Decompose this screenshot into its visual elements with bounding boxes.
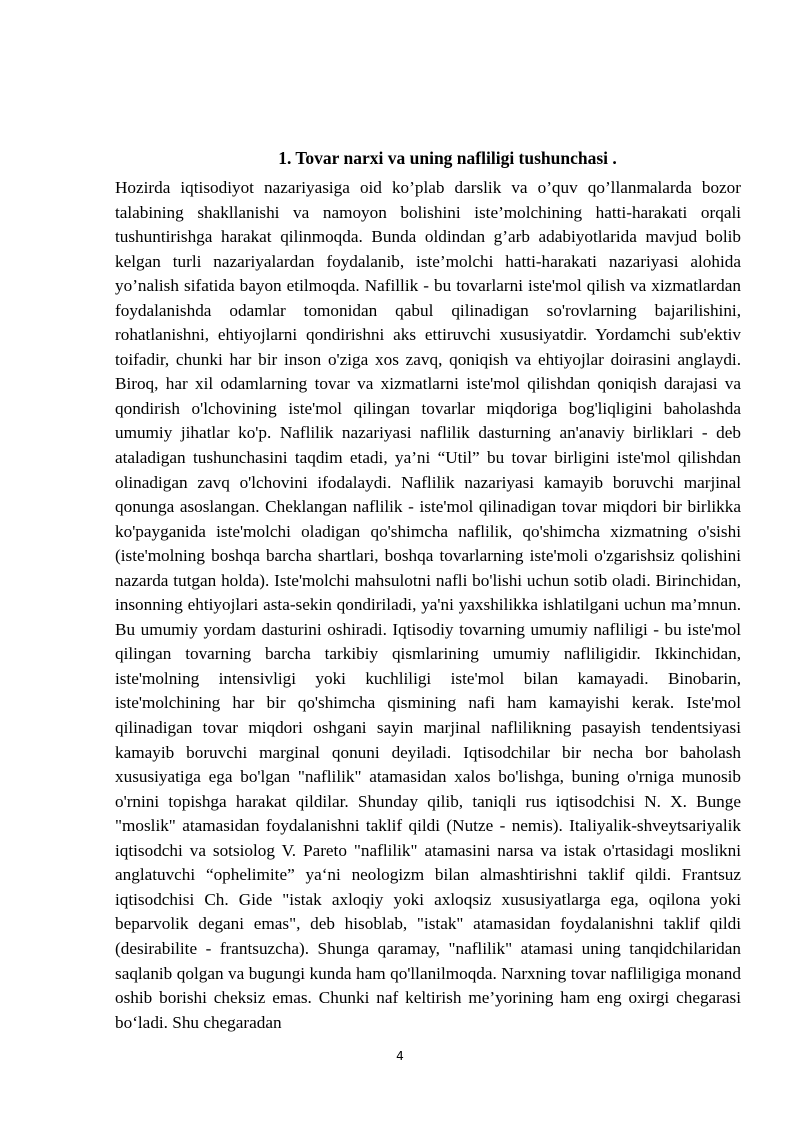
body-paragraph: Hozirda iqtisodiyot nazariyasiga oid ko’plab darslik va o’quv qo’llanmalarda bozor talabining shakllanishi va namoyon bolishini iste’molchining hatti-harakati orqali tushuntirishga harakat qilinmoqda. Bunda oldindan g’arb adabiyotlarida mavjud bolib kelgan turli nazariyalardan foydalanib, iste’molchi hatti-harakati nazariyasi alohida yo’nalish sifatida bayon etilmoqda. Nafillik - bu tovarlarni iste'mol qilish va xizmatlardan foydalanishda odamlar tomonidan qabul qilinadigan so'rovlarning bajarilishini, rohatlanishni, ehtiyojlarni qondirishni aks ettiruvchi xususiyatdir. Yordamchi sub'ektiv toifadir, chunki har bir inson o'ziga xos zavq, qoniqish va ehtiyojlar doirasini anglaydi. Biroq, har xil odamlarning tovar va xizmatlarni iste'mol qilishdan qoniqish darajasi va qondirish o'lchovining iste'mol qilingan tovarlar miqdoriga bog'liqligini baholashda umumiy jihatlar ko'p. Naflilik nazariyasi naflilik dasturning an'anaviy birliklari - deb ataladigan tushunchasini taqdim etadi, ya’ni “Util” bu tovar birligini iste'mol qilishdan olinadigan zavq o'lchovini ifodalaydi. Naflilik nazariyasi kamayib boruvchi marjinal qonunga asoslangan. Cheklangan naflilik - iste'mol qilinadigan tovar miqdori bir birlikka ko'payganida iste'molchi oladigan qo'shimcha naflilik, qo'shimcha xizmatning o'sishi (iste'molning boshqa barcha shartlari, boshqa tovarlarning iste'moli o'zgarishsiz qolishini nazarda tutgan holda). Iste'molchi mahsulotni nafli bo'lishi uchun sotib oladi. Birinchidan, insonning ehtiyojlari asta-sekin qondiriladi, ya'ni yaxshilikka ishlatilgani uchun ma’mnun. Bu umumiy yordam dasturini oshiradi. Iqtisodiy tovarning umumiy nafliligi - bu iste'mol qilingan tovarning barcha tarkibiy qismlarining umumiy nafliligidir. Ikkinchidan, iste'molning intensivligi yoki kuchliligi iste'mol bilan kamayadi. Binobarin, iste'molchining har bir qo'shimcha qismining nafi ham kamayishi kerak. Iste'mol qilinadigan tovar miqdori oshgani sayin marjinal naflilikning pasayish tendentsiyasi kamayib boruvchi marginal qonuni deyiladi. Iqtisodchilar bir necha bor baholash xususiyatiga ega bo'lgan "naflilik" atamasidan xalos bo'lishga, buning o'rniga munosib o'rnini topishga harakat qildilar. Shunday qilib, taniqli rus iqtisodchisi N. X. Bunge "moslik" atamasidan foydalanishni taklif qildi (Nutze - nemis). Italiyalik-shveytsariyalik iqtisodchi va sotsiolog V. Pareto "naflilik" atamasini narsa va istak o'rtasidagi moslikni anglatuvchi “ophelimite” ya‘ni neologizm bilan almashtirishni taklif qildi. Frantsuz iqtisodchisi Ch. Gide "istak axloqiy yoki axloqsiz xususiyatlarga ega, oqilona yoki beparvolik degani emas", deb hisoblab, "istak" atamasidan foydalanishni taklif qildi (desirabilite - frantsuzcha). Shunga qaramay, "naflilik" atamasi uning tanqidchilaridan saqlanib qolgan va bugungi kunda ham qo'llanilmoqda. Narxning tovar nafliligiga monand oshib borishi cheksiz emas. Chunki naf keltirish me’yorining ham eng oxirgi chegarasi bo‘ladi. Shu chegaradan xyxy=(115,178,741,1032)
page-number: 4 xyxy=(396,1049,404,1063)
section-heading-text: 1. Tovar narxi va uning nafliligi tushunchasi . xyxy=(278,148,617,168)
section-heading xyxy=(0,146,800,170)
